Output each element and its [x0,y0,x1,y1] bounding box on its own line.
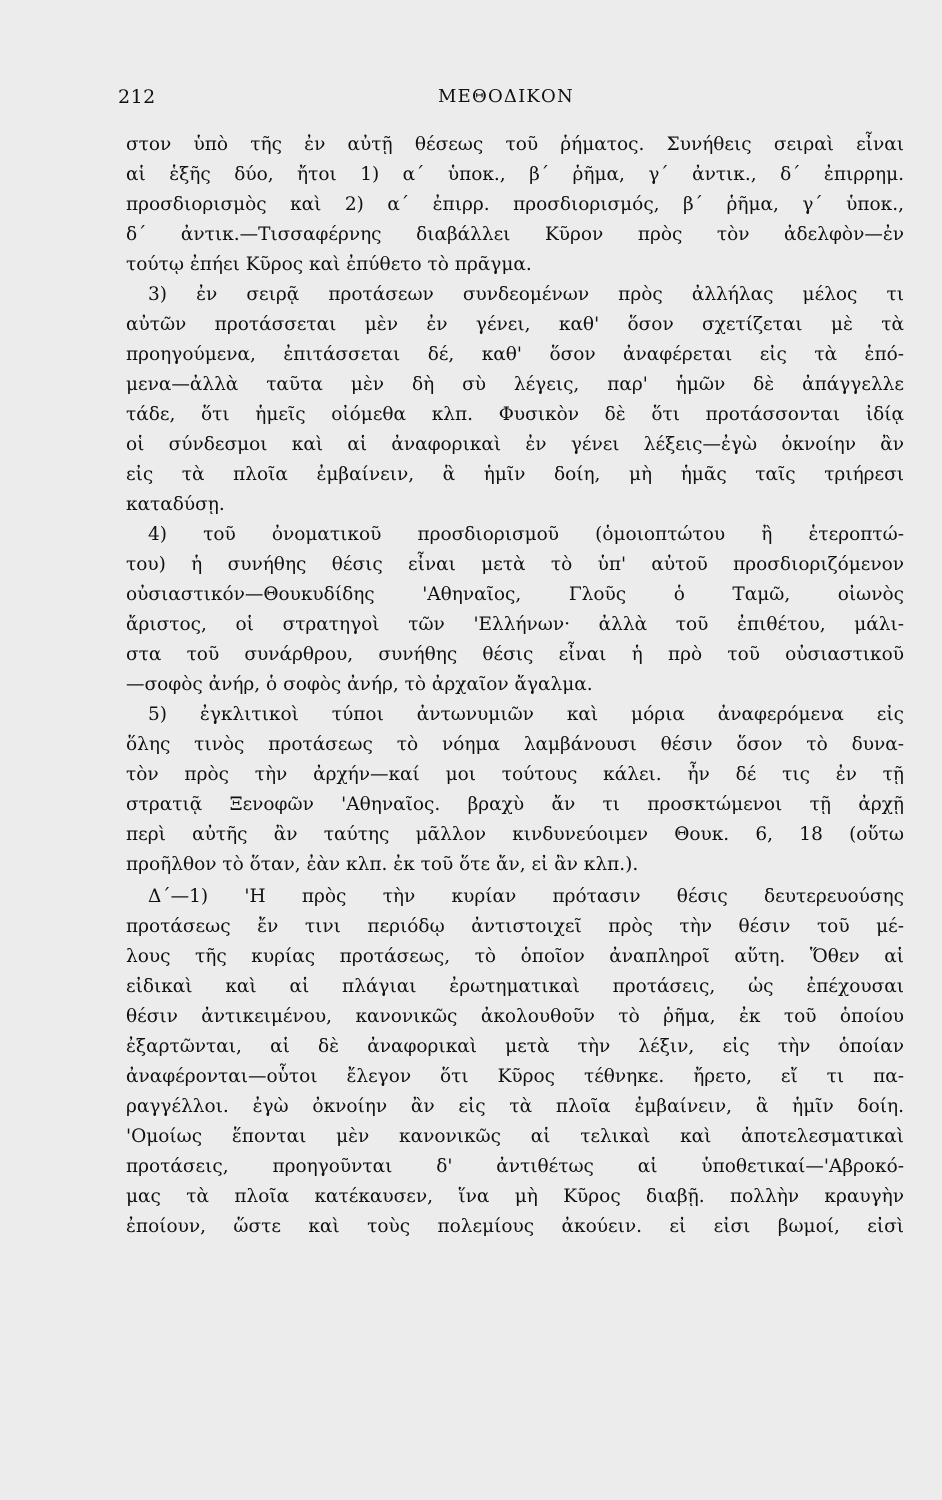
text-line: προηγούμενα, ἐπιτάσσεται δέ, καθ' ὅσον ἀναφέρεται εἰς τὰ ἑπό- [126,344,904,365]
text-line: ὅλης τινὸς προτάσεως τὸ νόημα λαμβάνουσι θέσιν ὅσον τὸ δυνα- [126,734,904,755]
text-line: ραγγέλλοι. ἐγὼ ὀκνοίην ἂν εἰς τὰ πλοῖα ἐμβαίνειν, ἃ ἡμῖν δοίη. [126,1096,904,1117]
text-line: οἱ σύνδεσμοι καὶ αἱ ἀναφορικαὶ ἐν γένει λέξεις—ἐγὼ ὀκνοίην ἂν [126,434,904,455]
text-line: —σοφὸς ἀνήρ, ὁ σοφὸς ἀνήρ, τὸ ἀρχαῖον ἄγαλμα. [126,674,593,695]
text-line: 3) ἐν σειρᾷ προτάσεων συνδεομένων πρὸς ἀλλήλας μέλος τι [148,284,904,305]
text-line: μενα—ἀλλὰ ταῦτα μὲν δὴ σὺ λέγεις, παρ' ἡμῶν δὲ ἀπάγγελλε [126,374,904,395]
text-line: ἐποίουν, ὥστε καὶ τοὺς πολεμίους ἀκούειν. εἰ εἰσι βωμοί, εἰσὶ [126,1216,904,1237]
text-line: θέσιν ἀντικειμένου, κανονικῶς ἀκολουθοῦν τὸ ῥῆμα, ἐκ τοῦ ὁποίου [126,1006,904,1027]
text-line: αἱ ἑξῆς δύο, ἤτοι 1) α΄ ὑποκ., β΄ ῥῆμα, γ΄ ἀντικ., δ΄ ἐπιρρημ. [126,164,904,185]
text-line: μας τὰ πλοῖα κατέκαυσεν, ἵνα μὴ Κῦρος διαβῇ. πολλὴν κραυγὴν [126,1186,904,1207]
page-header [118,86,894,112]
page-number: 212 [118,86,156,108]
text-line: 4) τοῦ ὀνοματικοῦ προσδιορισμοῦ (ὁμοιοπτώτου ἢ ἑτεροπτώ- [148,524,904,545]
text-line: περὶ αὐτῆς ἂν ταύτης μᾶλλον κινδυνεύοιμεν Θουκ. 6, 18 (οὕτω [126,824,904,845]
text-line: λους τῆς κυρίας προτάσεως, τὸ ὁποῖον ἀναπληροῖ αὕτη. Ὅθεν αἱ [126,946,904,967]
text-line: ἄριστος, οἱ στρατηγοὶ τῶν 'Ελλήνων· ἀλλὰ τοῦ ἐπιθέτου, μάλι- [126,614,904,635]
text-line: 'Ομοίως ἕπονται μὲν κανονικῶς αἱ τελικαὶ καὶ ἀποτελεσματικαὶ [126,1126,904,1147]
text-line: του) ἡ συνήθης θέσις εἶναι μετὰ τὸ ὑπ' αὐτοῦ προσδιοριζόμενον [126,554,904,575]
text-line: ἀναφέρονται—οὗτοι ἔλεγον ὅτι Κῦρος τέθνηκε. ἤρετο, εἴ τι πα- [126,1066,904,1087]
text-line: εἰς τὰ πλοῖα ἐμβαίνειν, ἃ ἡμῖν δοίη, μὴ ἡμᾶς ταῖς τριήρεσι [126,464,904,485]
text-line: Δ΄—1) 'Η πρὸς τὴν κυρίαν πρότασιν θέσις δευτερευούσης [148,886,904,907]
text-line: δ΄ ἀντικ.—Τισσαφέρνης διαβάλλει Κῦρον πρὸς τὸν ἀδελφὸν—ἐν [126,224,904,245]
text-line: προτάσεις, προηγοῦνται δ' ἀντιθέτως αἱ ὑποθετικαί—'Αβροκό- [126,1156,904,1177]
text-line: στα τοῦ συνάρθρου, συνήθης θέσις εἶναι ἡ πρὸ τοῦ οὐσιαστικοῦ [126,644,904,665]
text-line: οὐσιαστικόν—Θουκυδίδης 'Αθηναῖος, Γλοῦς ὁ Ταμῶ, οἰωνὸς [126,584,904,605]
text-line: ἐξαρτῶνται, αἱ δὲ ἀναφορικαὶ μετὰ τὴν λέξιν, εἰς τὴν ὁποίαν [126,1036,904,1057]
text-line: στον ὑπὸ τῆς ἐν αὐτῇ θέσεως τοῦ ῥήματος. Συνήθεις σειραὶ εἶναι [126,134,904,155]
text-line: τάδε, ὅτι ἡμεῖς οἰόμεθα κλπ. Φυσικὸν δὲ ὅτι προτάσσονται ἰδίᾳ [126,404,904,425]
text-line: αὐτῶν προτάσσεται μὲν ἐν γένει, καθ' ὅσον σχετίζεται μὲ τὰ [126,314,904,335]
text-line: προτάσεως ἔν τινι περιόδῳ ἀντιστοιχεῖ πρὸς τὴν θέσιν τοῦ μέ- [126,916,904,937]
text-line: στρατιᾷ Ξενοφῶν 'Αθηναῖος. βραχὺ ἄν τι προσκτώμενοι τῇ ἀρχῇ [126,794,904,815]
body-text [126,130,904,1242]
text-line: τούτῳ ἐπήει Κῦρος καὶ ἐπύθετο τὸ πρᾶγμα. [126,254,532,275]
text-line: 5) ἐγκλιτικοὶ τύποι ἀντωνυμιῶν καὶ μόρια ἀναφερόμενα εἰς [148,704,904,725]
text-line: τὸν πρὸς τὴν ἀρχήν—καί μοι τούτους κάλει. ἦν δέ τις ἐν τῇ [126,764,904,785]
text-line: καταδύσῃ. [126,494,225,515]
text-line: προσδιορισμὸς καὶ 2) α΄ ἐπιρρ. προσδιορισμός, β΄ ῥῆμα, γ΄ ὑποκ., [126,194,904,215]
text-line: εἰδικαὶ καὶ αἱ πλάγιαι ἐρωτηματικαὶ προτάσεις, ὡς ἐπέχουσαι [126,976,904,997]
running-head: ΜΕΘΟΔΙΚΟΝ [438,86,574,107]
text-line: προῆλθον τὸ ὅταν, ἐὰν κλπ. ἐκ τοῦ ὅτε ἄν, εἰ ἂν κλπ.). [126,854,639,875]
